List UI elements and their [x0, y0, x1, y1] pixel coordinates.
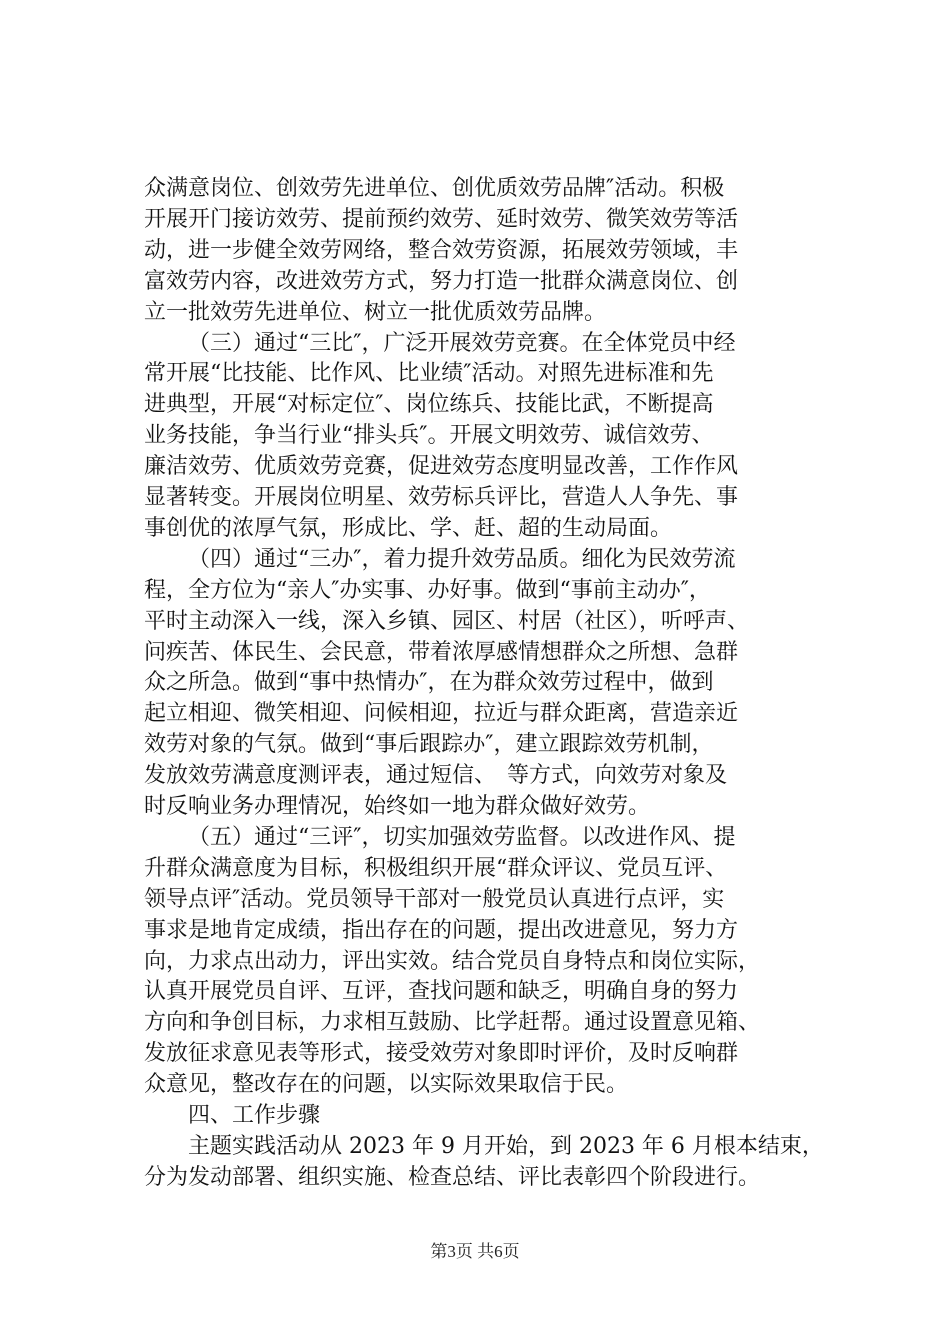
body-line: 众满意岗位、创效劳先进单位、创优质效劳品牌″活动。积极 — [144, 176, 725, 201]
body-line: 向，力求点出动力，评出实效。结合党员自身特点和岗位实际， — [144, 949, 761, 974]
section-five-heading-line: （五）通过“三评″，切实加强效劳监督。以改进作风、提 — [188, 825, 736, 850]
body-line: 效劳对象的气氛。做到“事后跟踪办″，建立跟踪效劳机制， — [144, 732, 714, 757]
body-line: 动，进一步健全效劳网络，整合效劳资源，拓展效劳领域，丰 — [144, 238, 739, 263]
body-line: 认真开展党员自评、互评，查找问题和缺乏，明确自身的努力 — [144, 979, 739, 1004]
body-line: 发放征求意见表等形式，接受效劳对象即时评价，及时反响群 — [144, 1041, 739, 1066]
body-line: 程，全方位为“亲人″办实事、办好事。做到“事前主动办″， — [144, 578, 711, 603]
body-line: 起立相迎、微笑相迎、问候相迎，拉近与群众距离，营造亲近 — [144, 701, 739, 726]
body-line: 显著转变。开展岗位明星、效劳标兵评比，营造人人争先、事 — [144, 485, 739, 510]
body-line: 事求是地肯定成绩，指出存在的问题，提出改进意见，努力方 — [144, 918, 739, 943]
body-line: 众意见，整改存在的问题，以实际效果取信于民。 — [144, 1072, 629, 1097]
body-line: 立一批效劳先进单位、树立一批优质效劳品牌。 — [144, 300, 607, 325]
body-line: 事创优的浓厚气氛，形成比、学、赶、超的生动局面。 — [144, 516, 673, 541]
body-line: 主题实践活动从 2023 年 9 月开始，到 2023 年 6 月根本结束， — [188, 1134, 824, 1159]
body-line: 问疾苦、体民生、会民意，带着浓厚感情想群众之所想、急群 — [144, 640, 739, 665]
body-line: 进典型，开展“对标定位″、岗位练兵、技能比武，不断提高 — [144, 392, 714, 417]
body-line: 发放效劳满意度测评表，通过短信、 等方式，向效劳对象及 — [144, 763, 728, 788]
body-line: 开展开门接访效劳、提前预约效劳、延时效劳、微笑效劳等活 — [144, 207, 739, 232]
body-line: 升群众满意度为目标，积极组织开展“群众评议、党员互评、 — [144, 856, 728, 881]
body-line: 业务技能，争当行业“排头兵″。开展文明效劳、诚信效劳、 — [144, 423, 714, 448]
page-number-footer: 第3页 共6页 — [430, 1242, 520, 1261]
section-three-heading-line: （三）通过“三比″，广泛开展效劳竞赛。在全体党员中经 — [188, 331, 736, 356]
body-line: 常开展“比技能、比作风、比业绩″活动。对照先进标准和先 — [144, 361, 714, 386]
body-line: 领导点评″活动。党员领导干部对一般党员认真进行点评，实 — [144, 887, 725, 912]
body-line: 时反响业务办理情况，始终如一地为群众做好效劳。 — [144, 794, 651, 819]
body-line: 富效劳内容，改进效劳方式，努力打造一批群众满意岗位、创 — [144, 269, 739, 294]
body-line: 平时主动深入一线，深入乡镇、园区、村居（社区），听呼声、 — [144, 609, 750, 634]
body-line: 分为发动部署、组织实施、检查总结、评比表彰四个阶段进行。 — [144, 1165, 761, 1190]
body-line: 方向和争创目标，力求相互鼓励、比学赶帮。通过设置意见箱、 — [144, 1010, 761, 1035]
body-line: 廉洁效劳、优质效劳竞赛，促进效劳态度明显改善，工作作风 — [144, 454, 739, 479]
body-line: 众之所急。做到“事中热情办″，在为群众效劳过程中，做到 — [144, 670, 714, 695]
section-four-heading-line: （四）通过“三办″，着力提升效劳品质。细化为民效劳流 — [188, 547, 736, 572]
section-heading-work-steps: 四、工作步骤 — [188, 1103, 321, 1128]
